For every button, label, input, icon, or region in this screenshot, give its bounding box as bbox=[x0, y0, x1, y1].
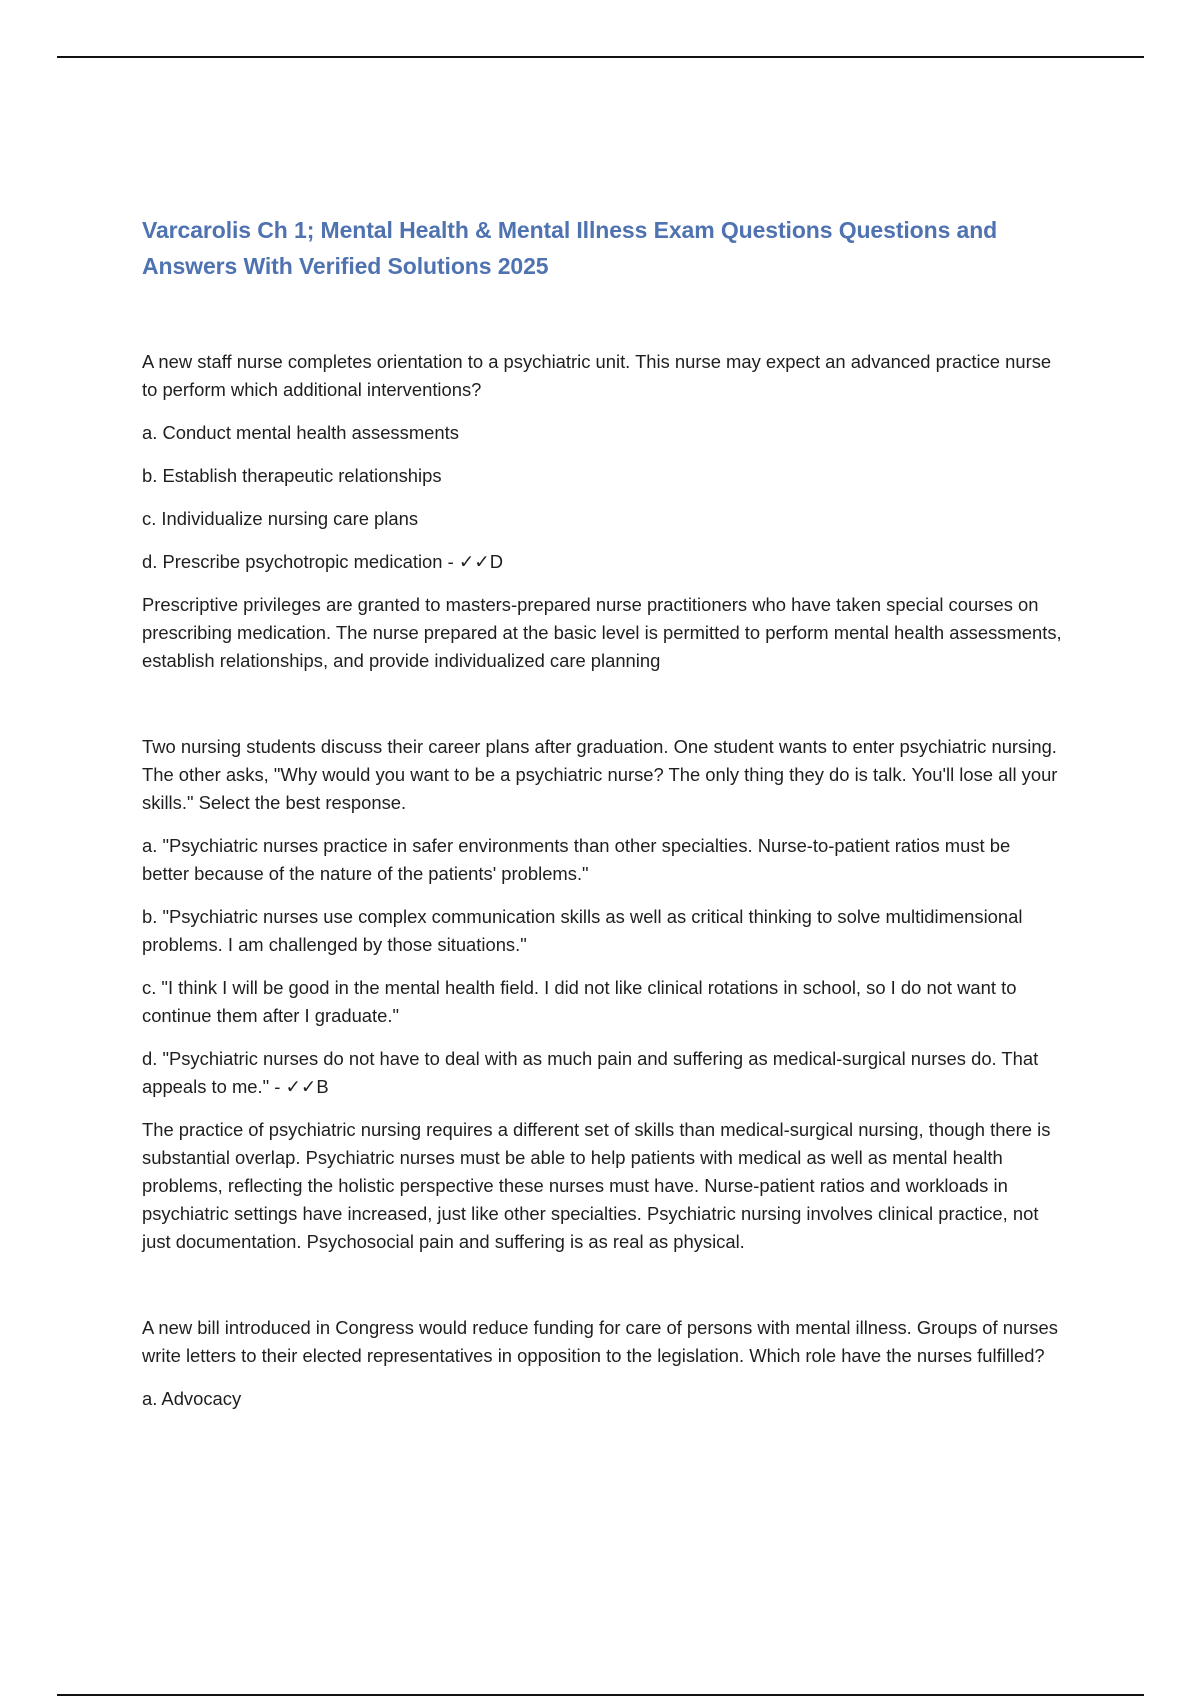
answer-option-correct bbox=[142, 1045, 1062, 1101]
answer-option-text: d. Prescribe psychotropic medication bbox=[142, 551, 443, 572]
answer-option: b. "Psychiatric nurses use complex communication skills as well as critical thinking to solve multidimensional problems. I am challenged by those situations." bbox=[142, 906, 1023, 955]
answer-rationale: The practice of psychiatric nursing requires a different set of skills than medical-surgical nursing, though there is substantial overlap. Psychiatric nurses must be able to help patients with medical as well as mental health problems, reflecting the holistic perspective these nurses must have. Nurse-patient ratios and workloads in psychiatric settings have increased, just like other specialties. Psychiatric nursing involves clinical practice, not just documentation. Psychosocial pain and suffering is as real as physical. bbox=[142, 1119, 1051, 1252]
question-1 bbox=[142, 348, 1062, 675]
answer-option: a. Conduct mental health assessments bbox=[142, 422, 459, 443]
answer-option-text: d. "Psychiatric nurses do not have to deal with as much pain and suffering as medical-surgical nurses do. That appeals to me." bbox=[142, 1048, 1039, 1097]
answer-option: a. Advocacy bbox=[142, 1388, 242, 1409]
page-bottom-rule bbox=[57, 1694, 1144, 1696]
answer-option: c. Individualize nursing care plans bbox=[142, 508, 419, 529]
document-title: Varcarolis Ch 1; Mental Health & Mental Illness Exam Questions Questions and Answers With Verified Solutions 2025 bbox=[142, 217, 998, 279]
question-stem: A new staff nurse completes orientation to a psychiatric unit. This nurse may expect an advanced practice nurse to perform which additional interventions? bbox=[142, 351, 1052, 400]
page-top-rule bbox=[57, 56, 1144, 58]
question-stem: A new bill introduced in Congress would reduce funding for care of persons with mental illness. Groups of nurses write letters to their elected representatives in opposition to the legislation. Which role have the nurses fulfilled? bbox=[142, 1317, 1058, 1366]
document-page bbox=[142, 212, 1062, 1413]
answer-option-correct bbox=[142, 548, 1062, 576]
answer-rationale: Prescriptive privileges are granted to masters-prepared nurse practitioners who have taken special courses on prescribing medication. The nurse prepared at the basic level is permitted to perform mental health assessments, establish relationships, and provide individualized care planning bbox=[142, 594, 1062, 671]
answer-option: c. "I think I will be good in the mental health field. I did not like clinical rotations in school, so I do not want to continue them after I graduate." bbox=[142, 977, 1017, 1026]
answer-check-marker: - ✓✓B bbox=[269, 1076, 329, 1097]
question-3 bbox=[142, 1314, 1062, 1413]
answer-option: b. Establish therapeutic relationships bbox=[142, 465, 442, 486]
question-2 bbox=[142, 733, 1062, 1256]
answer-check-marker: - ✓✓D bbox=[442, 551, 503, 572]
answer-option: a. "Psychiatric nurses practice in safer environments than other specialties. Nurse-to-patient ratios must be better because of the nature of the patients' problems." bbox=[142, 835, 1011, 884]
question-stem: Two nursing students discuss their career plans after graduation. One student wants to enter psychiatric nursing. The other asks, "Why would you want to be a psychiatric nurse? The only thing they do is talk. You'll lose all your skills." Select the best response. bbox=[142, 736, 1058, 813]
